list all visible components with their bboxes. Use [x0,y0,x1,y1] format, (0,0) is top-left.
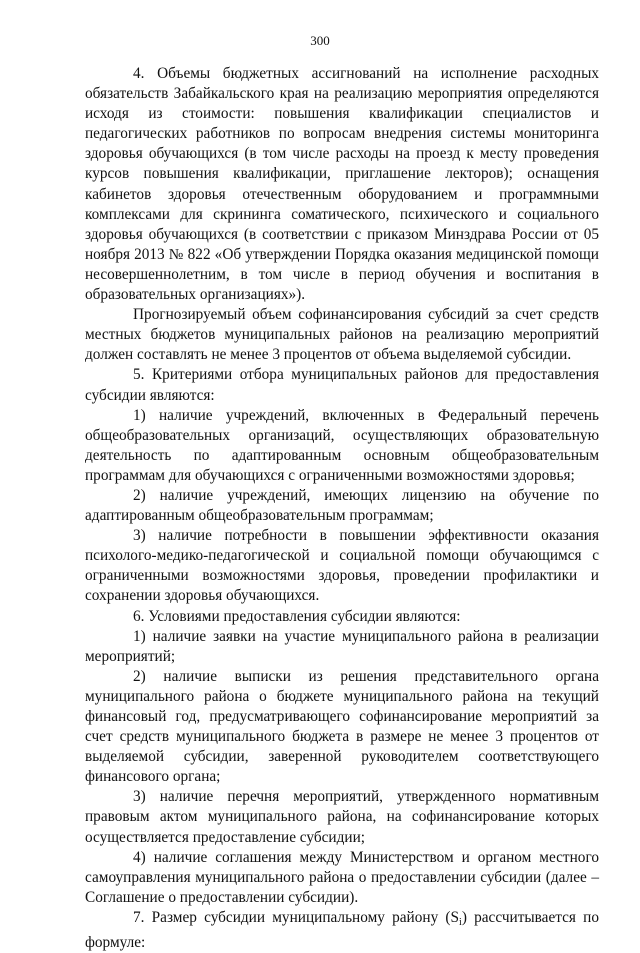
condition-3: 3) наличие перечня мероприятий, утвержденного нормативным правовым актом муниципального района, на софинансирование которых осуществляется предоставление субсидии; [85,788,599,846]
criterion-1: 1) наличие учреждений, включенных в Федеральный перечень общеобразовательных организаций, осуществляющих образовательную деятельность по адаптированным основным общеобразовательным программам для обучающихся с ограниченными возможностями здоровья; [85,406,599,484]
paragraph-7-text-start: 7. Размер субсидии муниципальному району (S [133,908,460,926]
paragraph-6-conditions: 6. Условиями предоставления субсидии являются: [133,607,461,625]
condition-2: 2) наличие выписки из решения представительного органа муниципального района о бюджете муниципального района на текущий финансовый год, предусматривающего софинансирование мероприятий за счет средств муниципального бюджета в размере не менее 3 процентов от выделяемой субсидии, заверенной руководителем соответствующего финансового органа; [85,667,599,786]
paragraph-cofinancing: Прогнозируемый объем софинансирования субсидий за счет средств местных бюджетов муниципальных районов на реализацию мероприятий должен составлять не менее 3 процентов от объема выделяемой субсидии. [85,306,599,364]
paragraph-5-selection-criteria: 5. Критериями отбора муниципальных районов для предоставления субсидии являются: [85,366,599,404]
paragraph-7-subscript: i [459,916,462,928]
paragraph-7-text-end: ) рассчитывается по формуле: [85,908,599,952]
condition-1: 1) наличие заявки на участие муниципального района в реализации мероприятий; [85,627,599,665]
paragraph-7-subsidy-size [85,908,599,953]
paragraph-4-budget-allocations: 4. Объемы бюджетных ассигнований на исполнение расходных обязательств Забайкальского края на реализацию мероприятия определяются исходя из стоимости: повышения квалификации специалистов и педагогических работников по вопросам внедрения системы мониторинга здоровья обучающихся (в том числе расходы на проезд к месту проведения курсов повышения квалификации, приглашение лекторов); оснащения кабинетов здоровья отечественным оборудованием и программными комплексами для скрининга соматического, психического и социального здоровья обучающихся (в соответствии с приказом Минздрава России от 05 ноября 2013 № 822 «Об утверждении Порядка оказания медицинской помощи несовершеннолетним, в том числе в период обучения и воспитания в образовательных организациях»). [85,65,599,304]
condition-4: 4) наличие соглашения между Министерством и органом местного самоуправления муниципального района о предоставлении субсидии (далее – Соглашение о предоставлении субсидии). [85,848,599,906]
document-body [85,64,599,953]
criterion-3: 3) наличие потребности в повышении эффективности оказания психолого-медико-педагогической и социальной помощи обучающимся с ограниченными возможностями здоровья, проведении профилактики и сохранении здоровья обучающихся. [85,527,599,605]
page-number: 300 [310,33,330,48]
criterion-2: 2) наличие учреждений, имеющих лицензию на обучение по адаптированным общеобразовательным программам; [85,486,599,525]
